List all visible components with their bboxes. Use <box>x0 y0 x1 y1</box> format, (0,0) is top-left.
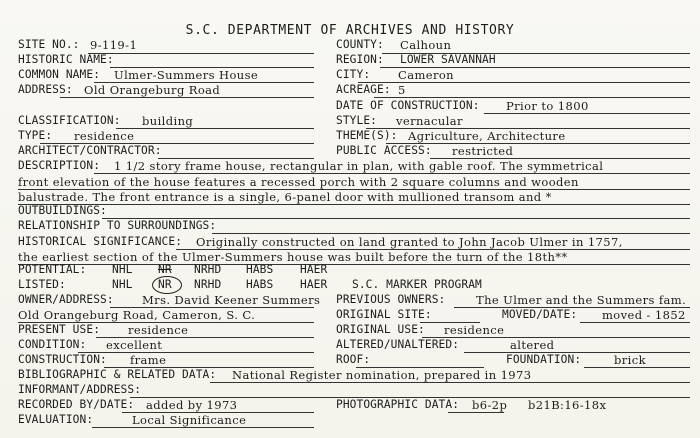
site-no-value: 9-119-1 <box>90 38 138 52</box>
acreage-label: ACREAGE: <box>336 83 391 96</box>
address-label: ADDRESS: <box>18 83 73 96</box>
previous-owners-value: The Ulmer and the Summers fam. <box>476 293 687 307</box>
roof-label: ROOF: <box>336 353 371 366</box>
row-common-city <box>18 68 692 82</box>
outbuildings-label: OUTBUILDINGS: <box>18 204 107 217</box>
foundation-value: brick <box>614 353 646 367</box>
public-access-value: restricted <box>452 144 514 158</box>
listed-label: LISTED: <box>18 278 66 291</box>
construction-label: CONSTRUCTION: <box>18 353 107 366</box>
altered-value: altered <box>510 338 555 352</box>
themes-value: Agriculture, Architecture <box>408 129 566 143</box>
row-bibliographic <box>18 368 692 382</box>
recorded-by-label: RECORDED BY/DATE: <box>18 398 135 411</box>
city-value: Cameron <box>398 68 454 82</box>
row-description-3 <box>18 190 692 204</box>
date-of-construction-value: Prior to 1800 <box>506 99 589 113</box>
city-label: CITY: <box>336 68 371 81</box>
public-access-label: PUBLIC ACCESS: <box>336 144 432 157</box>
row-site-county <box>18 38 692 52</box>
condition-value: excellent <box>106 338 163 352</box>
original-site-label: ORIGINAL SITE: <box>336 308 432 321</box>
potential-label: POTENTIAL: <box>18 263 87 276</box>
style-label: STYLE: <box>336 114 378 127</box>
bibliographic-value: National Register nomination, prepared in 1973 <box>232 368 532 382</box>
owner-address-label: OWNER/ADDRESS: <box>18 293 114 306</box>
card-title: S.C. DEPARTMENT OF ARCHIVES AND HISTORY <box>185 23 515 38</box>
site-no-label: SITE NO.: <box>18 38 80 51</box>
listed-nrhd: NRHD <box>194 278 222 291</box>
photographic-data-label: PHOTOGRAPHIC DATA: <box>336 398 460 411</box>
themes-label: THEME(S): <box>336 129 398 142</box>
description-rule-1 <box>94 173 690 174</box>
listed-nr: NR <box>158 278 172 291</box>
evaluation-label: EVALUATION: <box>18 413 94 426</box>
foundation-label: FOUNDATION: <box>506 353 582 366</box>
row-use <box>18 323 692 337</box>
county-value: Calhoun <box>400 38 452 52</box>
row-owner-2 <box>18 308 692 322</box>
classification-value: building <box>142 114 194 128</box>
description-line-1: 1 1/2 story frame house, rectangular in plan, with gable roof. The symmetrical <box>114 159 604 173</box>
type-value: residence <box>74 129 135 143</box>
date-of-construction-label: DATE OF CONSTRUCTION: <box>336 99 480 112</box>
potential-nr: NR <box>158 263 172 276</box>
row-historic-region <box>18 53 692 67</box>
photographic-data-value: b6-2p <box>472 398 508 412</box>
row-address-acreage <box>18 83 692 97</box>
original-use-label: ORIGINAL USE: <box>336 323 425 336</box>
description-label: DESCRIPTION: <box>18 159 101 172</box>
county-label: COUNTY: <box>336 38 384 51</box>
description-line-2: front elevation of the house features a recessed porch with 2 square columns and wooden <box>18 175 579 189</box>
potential-habs: HABS <box>246 263 274 276</box>
row-description-2 <box>18 175 692 189</box>
significance-line-1: Originally constructed on land granted to John Jacob Ulmer in 1757, <box>196 235 623 249</box>
moved-date-label: MOVED/DATE: <box>502 308 578 321</box>
historic-name-label: HISTORIC NAME: <box>18 53 114 66</box>
evaluation-line <box>92 427 314 428</box>
row-significance-1 <box>18 235 692 249</box>
region-value: LOWER SAVANNAH <box>400 53 496 66</box>
marker-program-label: S.C. MARKER PROGRAM <box>352 278 482 291</box>
previous-owners-label: PREVIOUS OWNERS: <box>336 293 446 306</box>
listed-nhl: NHL <box>112 278 133 291</box>
row-type-themes <box>18 129 692 143</box>
evaluation-value: Local Significance <box>132 413 247 427</box>
row-recorded <box>18 398 692 412</box>
historical-significance-label: HISTORICAL SIGNIFICANCE: <box>18 235 183 248</box>
address-line <box>60 97 314 98</box>
present-use-value: residence <box>128 323 189 337</box>
listed-habs: HABS <box>246 278 274 291</box>
moved-date-value: moved - 1852 <box>602 308 686 322</box>
row-description-1 <box>18 159 692 173</box>
recorded-by-value: added by 1973 <box>146 398 238 412</box>
owner-address-value: Mrs. David Keener Summers <box>142 293 321 307</box>
row-informant <box>18 383 692 397</box>
informant-label: INFORMANT/ADDRESS: <box>18 383 142 396</box>
present-use-label: PRESENT USE: <box>18 323 101 336</box>
significance-line-2: the earliest section of the Ulmer-Summers house was built before the turn of the 18th** <box>18 250 568 264</box>
description-line-3: balustrade. The front entrance is a single, 6-panel door with mullioned transom and * <box>18 190 552 204</box>
potential-nrhd: NRHD <box>194 263 222 276</box>
style-value: vernacular <box>396 114 463 128</box>
row-owner <box>18 293 692 307</box>
row-class-style <box>18 114 692 128</box>
classification-label: CLASSIFICATION: <box>18 114 121 127</box>
row-potential <box>18 263 692 277</box>
acreage-line <box>374 97 690 98</box>
address-value: Old Orangeburg Road <box>84 83 221 97</box>
potential-haer: HAER <box>300 263 328 276</box>
row-outbuildings <box>18 204 692 218</box>
acreage-value: 5 <box>398 83 406 97</box>
type-label: TYPE: <box>18 129 53 142</box>
row-listed <box>18 278 692 292</box>
row-significance-2 <box>18 250 692 264</box>
region-label: REGION: <box>336 53 384 66</box>
common-name-value: Ulmer-Summers House <box>114 68 259 82</box>
row-relationship <box>18 219 692 233</box>
row-construction <box>18 353 692 367</box>
original-use-value: residence <box>444 323 505 337</box>
row-architect-access <box>18 144 692 158</box>
architect-label: ARCHITECT/CONTRACTOR: <box>18 144 162 157</box>
listed-nr-circle <box>152 276 182 294</box>
bibliographic-label: BIBLIOGRAPHIC & RELATED DATA: <box>18 368 217 381</box>
relationship-line <box>212 233 690 234</box>
condition-label: CONDITION: <box>18 338 87 351</box>
row-date <box>18 99 692 113</box>
listed-haer: HAER <box>300 278 328 291</box>
construction-value: frame <box>130 353 167 367</box>
altered-label: ALTERED/UNALTERED: <box>336 338 460 351</box>
common-name-label: COMMON NAME: <box>18 68 101 81</box>
row-evaluation <box>18 413 692 427</box>
photographic-data-value-2: b21B:16-18x <box>528 398 607 412</box>
potential-nhl: NHL <box>112 263 133 276</box>
relationship-label: RELATIONSHIP TO SURROUNDINGS: <box>18 219 217 232</box>
row-condition <box>18 338 692 352</box>
owner-address-line-2: Old Orangeburg Road, Cameron, S. C. <box>18 308 256 322</box>
